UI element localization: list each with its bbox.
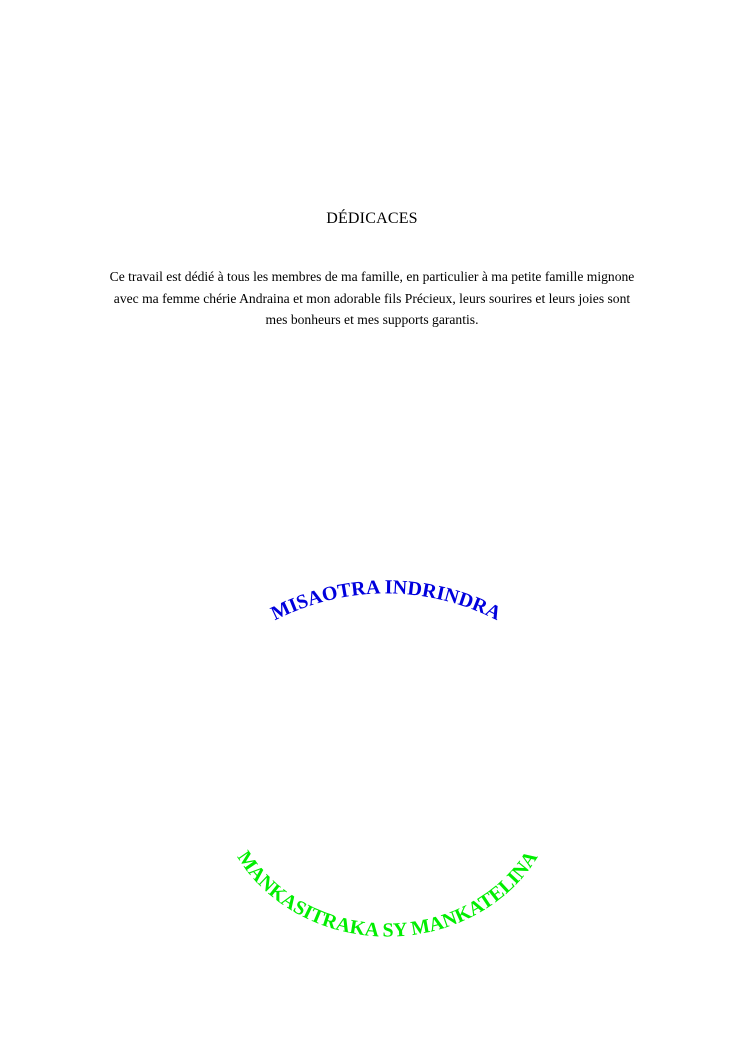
arc-text-mankasitraka-sy-mankatelina (233, 847, 543, 942)
arc-bottom-textpath: MANKASITRAKA SY MANKATELINA (232, 846, 543, 942)
page-title: DÉDICACES (326, 210, 418, 227)
dedication-paragraph: Ce travail est dédié à tous les membres de ma famille, en particulier à ma petite famille mignone avec ma femme chérie Andraina et mon adorable fils Précieux, leurs sourires et leurs joies sont mes bonheurs et mes supports garantis. (109, 269, 635, 327)
arc-text-misaotra-indrindra (268, 576, 505, 625)
arc-top-textpath: MISAOTRA INDRINDRA (267, 576, 505, 625)
